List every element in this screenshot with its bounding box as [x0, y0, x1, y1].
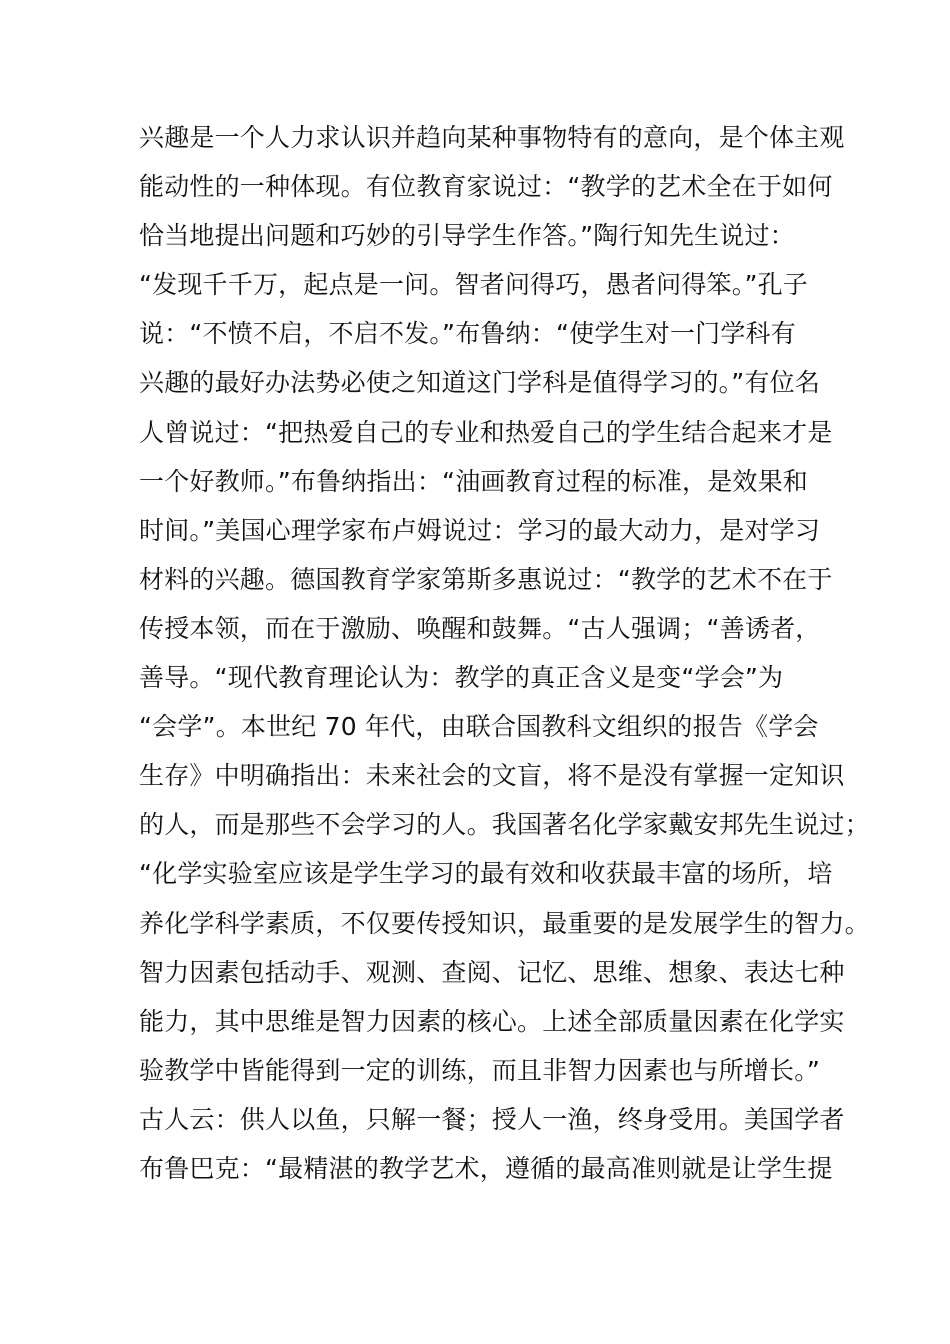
text-line: 恰当地提出问题和巧妙的引导学生作答。”陶行知先生说过： — [139, 221, 795, 251]
text-line: 兴趣是一个人力求认识并趋向某种事物特有的意向，是个体主观 — [139, 123, 845, 152]
text-line: 能力，其中思维是智力因素的核心。上述全部质量因素在化学实 — [139, 1006, 845, 1036]
text-line: 兴趣的最好办法势必使之知道这门学科是值得学习的。”有位名 — [139, 368, 821, 398]
body-paragraph — [139, 113, 870, 1193]
text-line: 人曾说过：“把热爱自己的专业和热爱自己的学生结合起来才是 — [139, 417, 833, 447]
text-line: 善导。“现代教育理论认为：教学的真正含义是变“学会”为 — [139, 663, 784, 693]
text-line: 传授本领，而在于激励、唤醒和鼓舞。“古人强调；“善诱者， — [139, 613, 821, 643]
text-line: “化学实验室应该是学生学习的最有效和收获最丰富的场所，培 — [139, 859, 833, 889]
text-line: 说：“不愤不启，不启不发。”布鲁纳：“使学生对一门学科有 — [139, 319, 796, 349]
text-line: 验教学中皆能得到一定的训练，而且非智力因素也与所增长。” — [139, 1055, 821, 1085]
text-line: 布鲁巴克：“最精湛的教学艺术，遵循的最高准则就是让学生提 — [139, 1153, 833, 1183]
text-line: 养化学科学素质，不仅要传授知识，最重要的是发展学生的智力。 — [139, 908, 870, 938]
text-line: 古人云：供人以鱼，只解一餐；授人一渔，终身受用。美国学者 — [139, 1104, 845, 1134]
text-line: 一个好教师。”布鲁纳指出：“油画教育过程的标准，是效果和 — [139, 466, 809, 496]
text-line: “发现千千万，起点是一问。智者问得巧，愚者问得笨。”孔子 — [139, 270, 809, 300]
text-line: “会学”。本世纪 70 年代，由联合国教科文组织的报告《学会 — [139, 712, 819, 742]
text-line: 智力因素包括动手、观测、查阅、记忆、思维、想象、表达七种 — [139, 957, 845, 987]
text-line: 材料的兴趣。德国教育学家第斯多惠说过：“教学的艺术不在于 — [139, 564, 833, 594]
text-line: 的人，而是那些不会学习的人。我国著名化学家戴安邦先生说过； — [139, 810, 870, 840]
text-line: 时间。”美国心理学家布卢姆说过：学习的最大动力，是对学习 — [139, 515, 821, 545]
text-line: 能动性的一种体现。有位教育家说过：“教学的艺术全在于如何 — [139, 172, 833, 202]
text-line: 生存》中明确指出：未来社会的文盲，将不是没有掌握一定知识 — [139, 761, 845, 791]
